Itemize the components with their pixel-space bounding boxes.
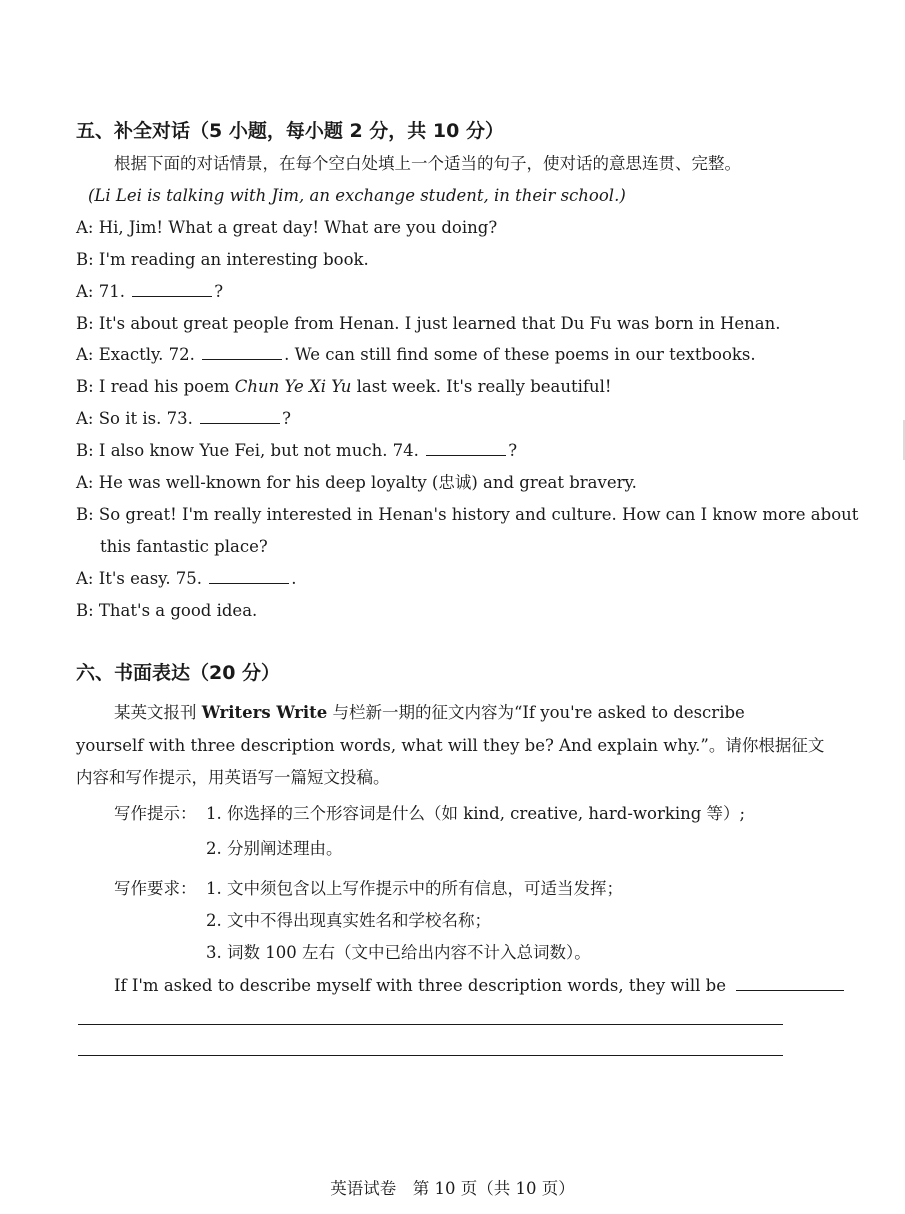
blank-74[interactable] — [426, 441, 506, 456]
writing-requirement-3: 3. 词数 100 左右（文中已给出内容不计入总词数）。 — [206, 943, 591, 962]
dialogue-line-1: A: Hi, Jim! What a great day! What are you doing? — [76, 218, 498, 237]
para-1-prefix: 某英文报刊 — [114, 703, 202, 722]
line-7-suffix: ? — [282, 409, 291, 428]
section-6-heading: 六、书面表达（20 分） — [76, 662, 281, 684]
line-3-suffix: ? — [214, 282, 224, 301]
blank-71[interactable] — [132, 282, 212, 297]
dialogue-line-11 — [76, 568, 795, 590]
dialogue-line-7 — [76, 408, 795, 430]
dialogue-line-12: B: That's a good idea. — [76, 601, 258, 620]
essay-starter-text: If I'm asked to describe myself with three description words, they will be — [114, 976, 726, 995]
writing-requirement-2: 2. 文中不得出现真实姓名和学校名称； — [206, 911, 491, 930]
blank-72[interactable] — [202, 345, 282, 360]
dialogue-line-10: B: So great! I'm really interested in Henan's history and culture. How can I know more about — [76, 505, 859, 524]
writing-requirements-label: 写作要求： — [114, 879, 197, 898]
writing-line-1[interactable] — [78, 1024, 783, 1025]
section-5-heading: 五、补全对话（5 小题，每小题 2 分，共 10 分） — [76, 120, 504, 142]
dialogue-line-4: B: It's about great people from Henan. I just learned that Du Fu was born in Henan. — [76, 314, 781, 333]
line-7-prefix: A: So it is. 73. — [76, 409, 193, 428]
writing-tip-1: 1. 你选择的三个形容词是什么（如 kind, creative, hard-working 等）; — [206, 804, 746, 823]
line-5-suffix: . We can still find some of these poems in our textbooks. — [284, 345, 756, 364]
context-text: (Li Lei is talking with Jim, an exchange student, in their school.) — [88, 186, 626, 205]
writing-line-2[interactable] — [78, 1055, 783, 1056]
dialogue-line-9: A: He was well-known for his deep loyalty (忠诚) and great bravery. — [76, 473, 637, 492]
dialogue-line-6 — [76, 376, 795, 398]
writing-requirement-1: 1. 文中须包含以上写作提示中的所有信息，可适当发挥； — [206, 879, 623, 898]
dialogue-context — [88, 185, 795, 207]
writing-paragraph-3: 内容和写作提示，用英语写一篇短文投稿。 — [76, 768, 390, 787]
blank-75[interactable] — [209, 569, 289, 584]
dialogue-line-5 — [76, 344, 795, 366]
dialogue-line-8 — [76, 440, 795, 462]
line-8-prefix: B: I also know Yue Fei, but not much. 74. — [76, 441, 419, 460]
para-1-suffix: 与栏新一期的征文内容为“If you're asked to describe — [327, 703, 745, 722]
line-11-suffix: . — [291, 569, 297, 588]
line-5-prefix: A: Exactly. 72. — [76, 345, 195, 364]
line-8-suffix: ? — [508, 441, 518, 460]
writing-tip-2: 2. 分别阐述理由。 — [206, 839, 343, 858]
line-11-prefix: A: It's easy. 75. — [76, 569, 203, 588]
writing-paragraph-2: yourself with three description words, what will they be? And explain why.”。请你根据征文 — [76, 736, 825, 755]
line-3-prefix: A: 71. — [76, 282, 125, 301]
dialogue-line-2: B: I'm reading an interesting book. — [76, 250, 369, 269]
poem-title: Chun Ye Xi Yu — [234, 377, 352, 396]
column-name: Writers Write — [201, 703, 328, 722]
writing-paragraph-1 — [114, 702, 795, 724]
writing-tips-label: 写作提示： — [114, 804, 197, 823]
line-6-suffix: last week. It's really beautiful! — [351, 377, 612, 396]
essay-starter-blank[interactable] — [736, 976, 844, 991]
dialogue-line-10-continued: this fantastic place? — [100, 537, 268, 556]
dialogue-line-3 — [76, 281, 795, 303]
page-footer: 英语试卷 第 10 页（共 10 页） — [330, 1179, 575, 1198]
blank-73[interactable] — [200, 409, 280, 424]
section-5-instruction: 根据下面的对话情景，在每个空白处填上一个适当的句子，使对话的意思连贯、完整。 — [114, 154, 741, 173]
essay-starter — [114, 975, 795, 997]
line-6-prefix: B: I read his poem — [76, 377, 235, 396]
